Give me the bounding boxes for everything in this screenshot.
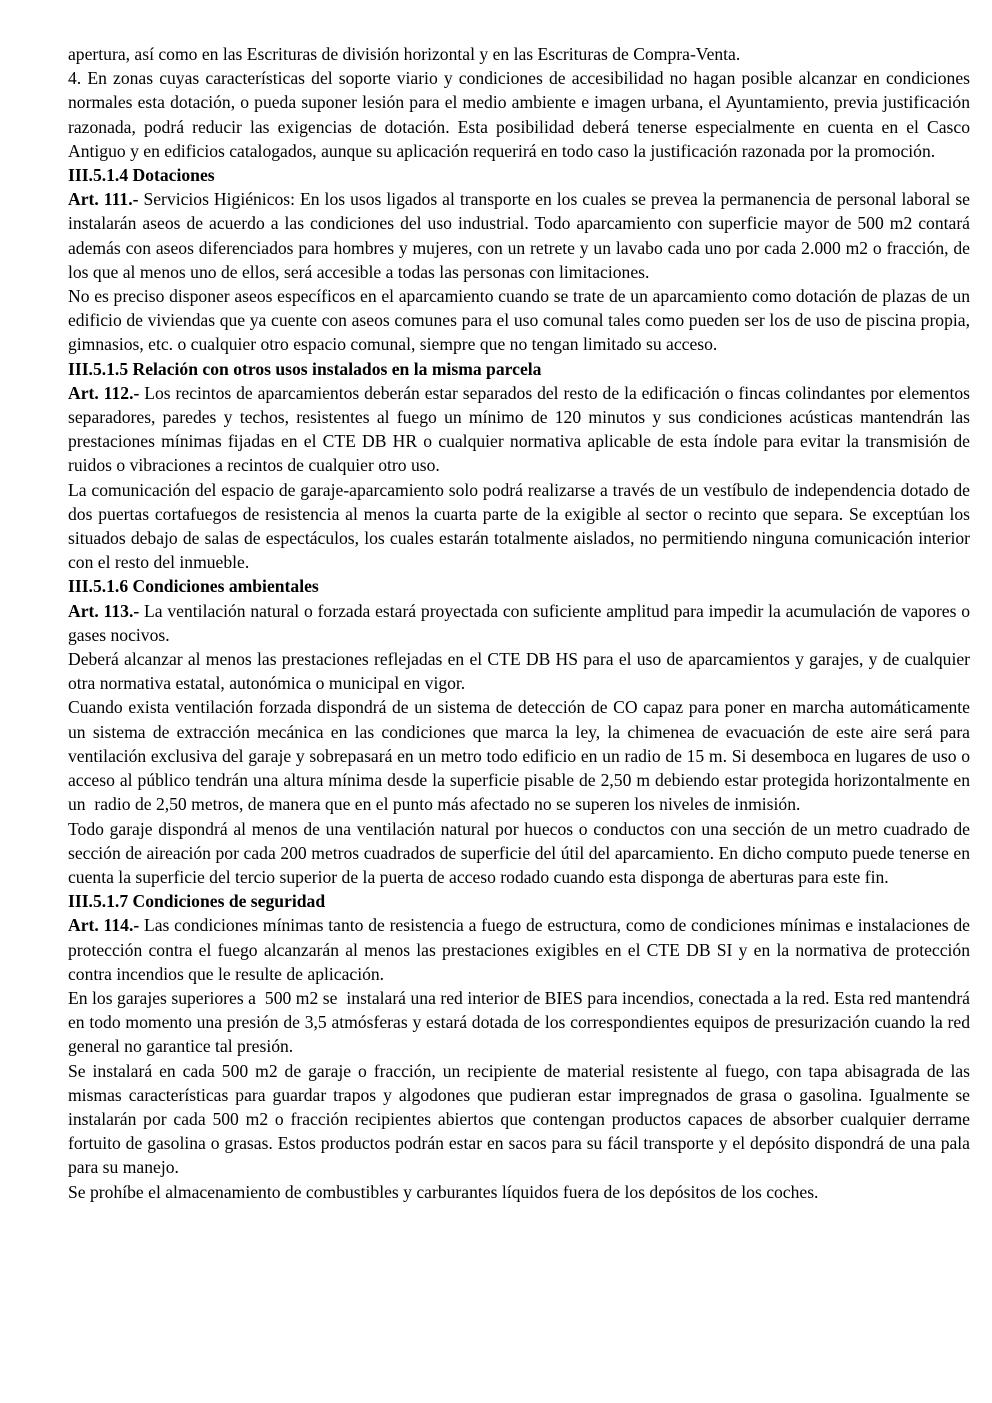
heading-iii-5-1-5-relacion-otros-usos: III.5.1.5 Relación con otros usos instalados en la misma parcela	[68, 358, 542, 379]
para-punto-4-zonas: 4. En zonas cuyas características del soporte viario y condiciones de accesibilidad no hagan posible alcanzar en condiciones normales esta dotación, o pueda suponer lesión para el medio ambiente e imagen urbana, el Ayuntamiento, previa justificación razonada, podrá reducir las exigencias de dotación. Esta posibilidad deberá tenerse especialmente en cuenta en el Casco Antiguo y en edificios catalogados, aunque su aplicación requerirá en todo caso la justificación razonada por la promoción.	[68, 68, 975, 161]
para-apertura-escrituras: apertura, así como en las Escrituras de división horizontal y en las Escrituras de Compra-Venta.	[68, 44, 741, 64]
article-label: Art. 112.-	[68, 382, 140, 403]
article-text: Servicios Higiénicos: En los usos ligados al transporte en los cuales se prevea la permanencia de personal laboral se instalarán aseos de acuerdo a las condiciones del uso industrial. Todo aparcamiento con superficie mayor de 500 m2 contará además con aseos diferenciados para hombres y mujeres, con un retrete y un lavabo cada uno por cada 2.000 m2 o fracción, de los que al menos uno de ellos, será accesible a todas las personas con limitaciones.	[68, 189, 975, 282]
article-label: Art. 114.-	[68, 915, 140, 936]
para-art-114-condiciones-minimas-fuego	[68, 913, 975, 986]
para-cte-db-hs-prestaciones: Deberá alcanzar al menos las prestaciones reflejadas en el CTE DB HS para el uso de aparcamientos y garajes, y de cualquier otra normativa estatal, autonómica o municipal en vigor.	[68, 649, 975, 694]
article-label: Art. 111.-	[68, 189, 139, 210]
article-text: Las condiciones mínimas tanto de resistencia a fuego de estructura, como de condiciones mínimas e instalaciones de protección contra el fuego alcanzarán al menos las prestaciones exigibles en el CTE DB SI y en la normativa de protección contra incendios que le resulte de aplicación.	[68, 915, 975, 984]
para-art-113-ventilacion	[68, 599, 975, 647]
article-text: Los recintos de aparcamientos deberán estar separados del resto de la edificación o fincas colindantes por elementos separadores, paredes y techos, resistentes al fuego un mínimo de 120 minutos y sus condiciones acústicas mantendrán las prestaciones mínimas fijadas en el CTE DB HR o cualquier normativa aplicable de esta índole para evitar la transmisión de ruidos o vibraciones a recintos de cualquier otro uso.	[68, 382, 975, 476]
heading-iii-5-1-6-condiciones-ambientales: III.5.1.6 Condiciones ambientales	[68, 576, 319, 597]
para-ventilacion-natural-huecos: Todo garaje dispondrá al menos de una ventilación natural por huecos o conductos con una sección de un metro cuadrado de sección de aireación por cada 200 metros cuadrados de superficie del útil del aparcamiento. En dicho computo puede tenerse en cuenta la superficie del tercio superior de la puerta de acceso rodado cuando esta disponga de aberturas para este fin.	[68, 818, 975, 887]
heading-iii-5-1-4-dotaciones: III.5.1.4 Dotaciones	[68, 165, 215, 186]
para-comunicacion-garaje-vestibulo: La comunicación del espacio de garaje-aparcamiento solo podrá realizarse a través de un vestíbulo de independencia dotado de dos puertas cortafuegos de resistencia al menos la cuarta parte de la exigible al sector o recinto que separa. Se exceptúan los situados debajo de salas de espectáculos, los cuales estarán totalmente aislados, no permitiendo ninguna comunicación interior con el resto del inmueble.	[68, 479, 975, 573]
para-ventilacion-forzada-co: Cuando exista ventilación forzada dispondrá de un sistema de detección de CO capaz para poner en marcha automáticamente un sistema de extracción mecánica en las condiciones que marca la ley, la chimenea de evacuación de este aire será para ventilación exclusiva del garaje y sobrepasará en un metro todo edificio en un radio de 15 m. Si desemboca en lugares de uso o acceso al público tendrán una altura mínima desde la superficie pisable de 2,50 m debiendo estar protegida horizontalmente en un radio de 2,50 metros, de manera que en el punto más afectado no se superen los niveles de inmisión.	[68, 697, 975, 815]
para-prohibe-almacenamiento-combustibles: Se prohíbe el almacenamiento de combustibles y carburantes líquidos fuera de los depósitos de los coches.	[68, 1181, 819, 1202]
document-text-body	[68, 42, 975, 1204]
heading-iii-5-1-7-condiciones-seguridad: III.5.1.7 Condiciones de seguridad	[68, 891, 326, 912]
para-art-112-recintos-aparcamientos	[68, 381, 975, 478]
para-garajes-superiores-bies: En los garajes superiores a 500 m2 se instalará una red interior de BIES para incendios, conectada a la red. Esta red mantendrá en todo momento una presión de 3,5 atmósferas y estará dotada de los correspondientes equipos de presurización cuando la red general no garantice tal presión.	[68, 987, 975, 1057]
para-recipiente-resistente-fuego: Se instalará en cada 500 m2 de garaje o fracción, un recipiente de material resistente al fuego, con tapa abisagrada de las mismas características para guardar trapos y algodones que pudieran estar impregnados de grasa o gasolina. Igualmente se instalarán por cada 500 m2 o fracción recipientes abiertos que contengan productos capaces de absorber cualquier derrame fortuito de gasolina o grasas. Estos productos podrán estar en sacos para su fácil transporte y el depósito dispondrá de una pala para su manejo.	[68, 1060, 975, 1178]
para-no-es-preciso-aseos: No es preciso disponer aseos específicos en el aparcamiento cuando se trate de un aparcamiento como dotación de plazas de un edificio de viviendas que ya cuente con aseos comunes para el uso comunal tales como pueden ser los de uso de piscina propia, gimnasios, etc. o cualquier otro espacio comunal, siempre que no tengan limitado su acceso.	[68, 286, 975, 355]
para-art-111-servicios-higienicos	[68, 187, 975, 284]
article-text: La ventilación natural o forzada estará proyectada con suficiente amplitud para impedir la acumulación de vapores o gases nocivos.	[68, 600, 975, 645]
article-label: Art. 113.-	[68, 600, 140, 621]
